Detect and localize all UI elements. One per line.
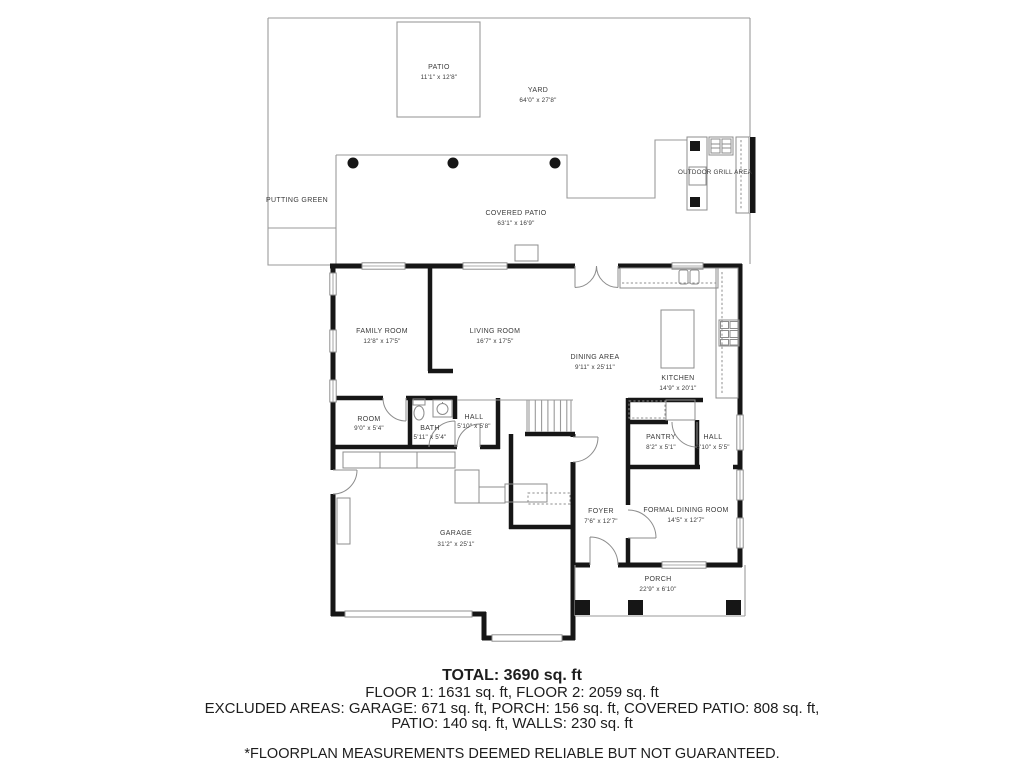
label-family-room: FAMILY ROOM [356, 328, 408, 335]
label-patio: PATIO [428, 64, 450, 71]
dims-patio: 11'1" x 12'8" [420, 74, 458, 81]
excluded-areas-text-line1: EXCLUDED AREAS: GARAGE: 671 sq. ft, PORCH: 156 sq. ft, COVERED PATIO: 808 sq. ft, [204, 699, 820, 717]
floor-areas-text: FLOOR 1: 1631 sq. ft, FLOOR 2: 2059 sq. ft [365, 684, 659, 701]
dims-bath: 5'11" x 5'4" [413, 434, 447, 441]
label-formal-dining: FORMAL DINING ROOM [643, 507, 729, 514]
label-porch: PORCH [644, 576, 672, 583]
label-room: ROOM [357, 416, 381, 423]
label-putting-green: PUTTING GREEN [265, 197, 329, 204]
label-outdoor-grill: OUTDOOR GRILL AREA [677, 169, 753, 176]
dims-garage: 31'2" x 25'1" [437, 541, 475, 548]
dims-dining-area: 9'11" x 25'11" [575, 364, 615, 371]
bath-fixtures [413, 399, 452, 420]
label-yard: YARD [527, 87, 549, 94]
dims-yard: 64'0" x 27'8" [519, 97, 557, 104]
dims-hall-mid: 5'10" x 5'8" [457, 423, 491, 430]
dims-foyer: 7'6" x 12'7" [584, 518, 618, 525]
label-living-room: LIVING ROOM [469, 328, 521, 335]
kitchen-island [661, 310, 694, 368]
disclaimer-text: *FLOORPLAN MEASUREMENTS DEEMED RELIABLE BUT NOT GUARANTEED. [244, 745, 780, 762]
dims-pantry: 8'2" x 5'1" [646, 444, 676, 451]
label-hall-right: HALL [703, 434, 723, 441]
total-area-text: TOTAL: 3690 sq. ft [442, 667, 582, 684]
label-kitchen: KITCHEN [661, 375, 695, 382]
dims-formal-dining: 14'5" x 12'7" [667, 517, 705, 524]
dims-kitchen: 14'9" x 20'1" [659, 385, 697, 392]
excluded-areas-text-line2: PATIO: 140 sq. ft, WALLS: 230 sq. ft [391, 715, 633, 732]
doors [333, 266, 697, 565]
dims-covered-patio: 63'1" x 16'9" [497, 220, 535, 227]
label-garage: GARAGE [439, 530, 473, 537]
label-covered-patio: COVERED PATIO [485, 210, 547, 217]
label-bath: BATH [420, 425, 440, 432]
dims-room: 9'0" x 5'4" [354, 425, 384, 432]
label-pantry: PANTRY [646, 434, 676, 441]
dims-hall-right: 5'10" x 5'5" [696, 444, 730, 451]
dims-living-room: 16'7" x 17'5" [476, 338, 514, 345]
dims-porch: 22'9" x 6'10" [639, 586, 677, 593]
label-dining-area: DINING AREA [570, 354, 620, 361]
label-foyer: FOYER [588, 508, 614, 515]
measurement-summary [0, 666, 1024, 762]
yard-boundary [265, 18, 750, 265]
staircase [527, 400, 571, 504]
butler-pantry-fixtures [629, 400, 695, 420]
dims-family-room: 12'8" x 17'5" [363, 338, 401, 345]
label-hall-mid: HALL [464, 414, 484, 421]
